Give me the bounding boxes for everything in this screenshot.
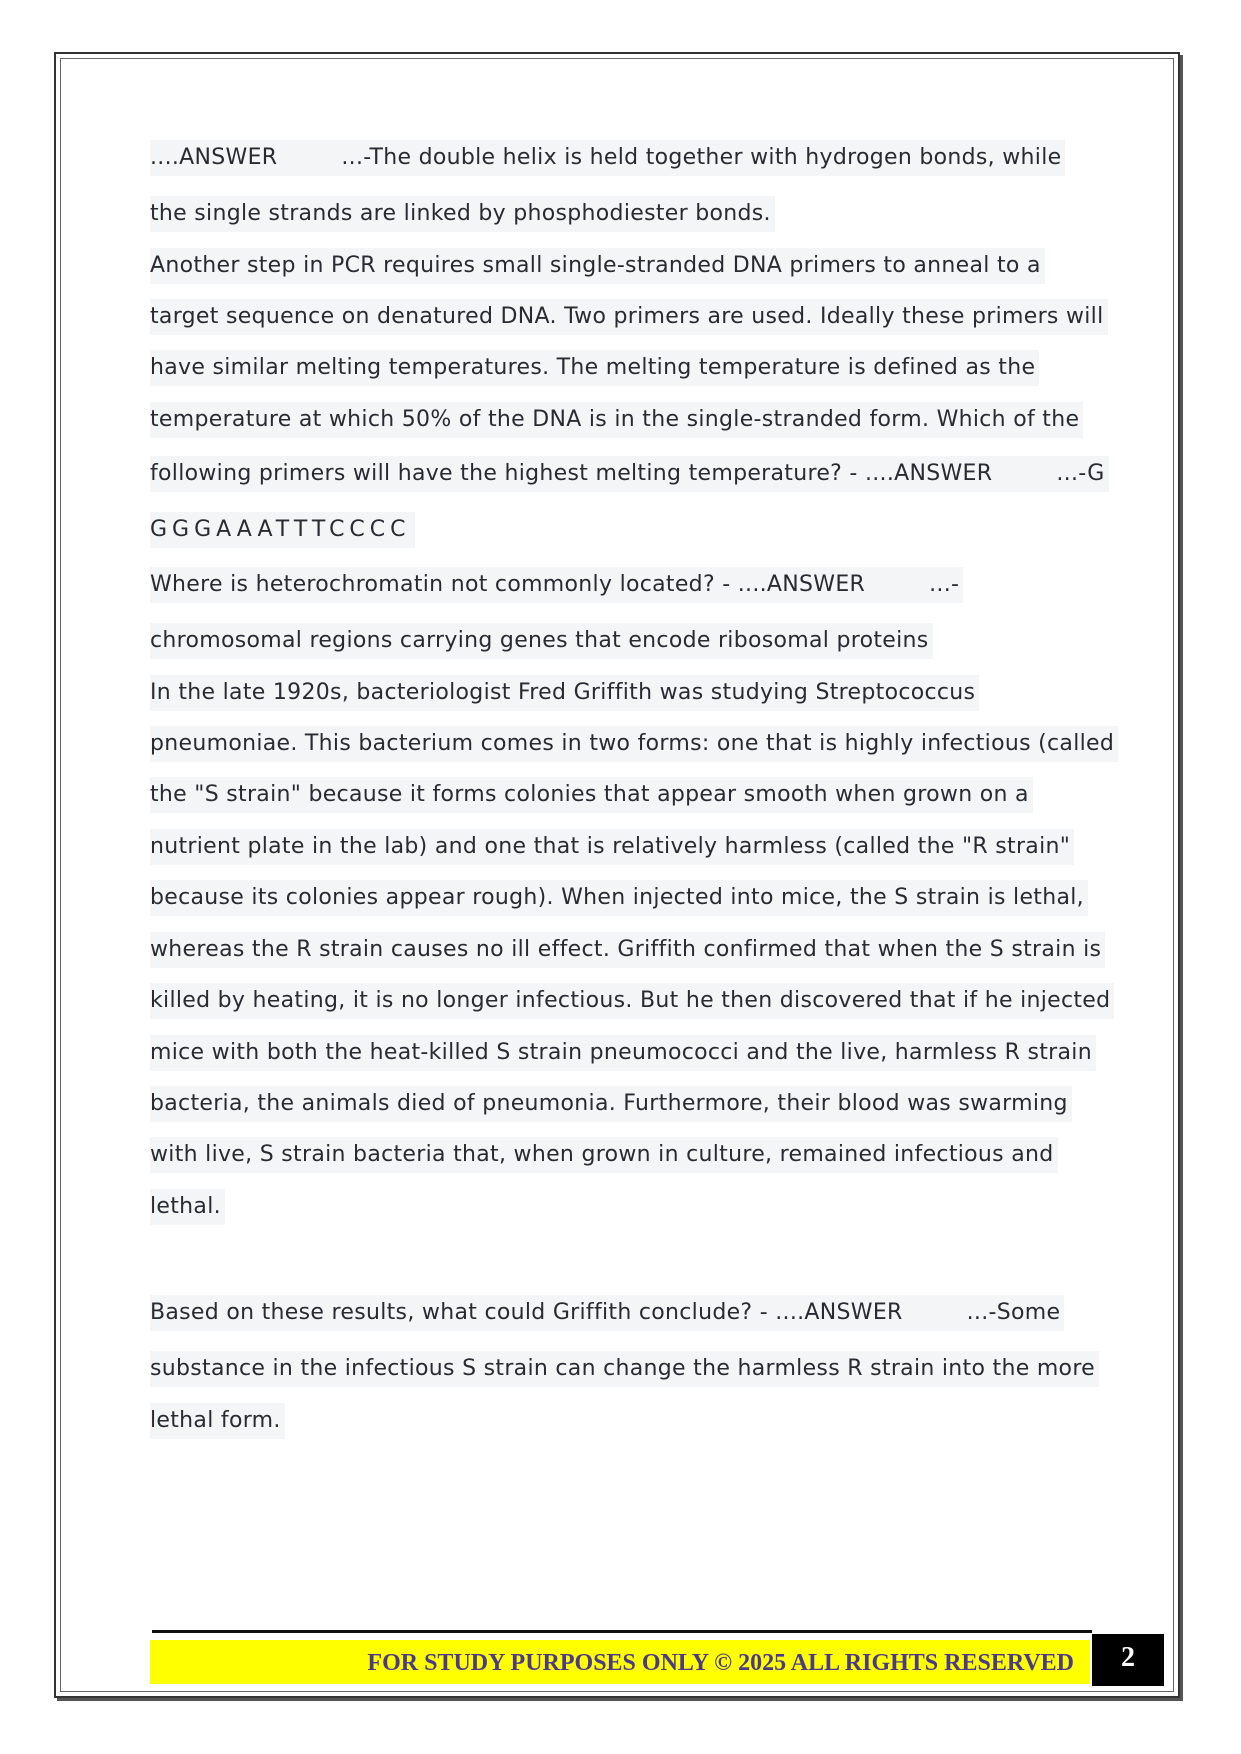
text-line-6: temperature at which 50% of the DNA is in the single-stranded form. Which of the [150,402,1083,438]
question-text: Where is heterochromatin not commonly located? - ....ANSWER [150,572,866,597]
question-text: following primers will have the highest melting temperature? - ....ANSWER [150,461,993,486]
text-line-3: Another step in PCR requires small single-stranded DNA primers to anneal to a [150,248,1045,284]
footer-notice: FOR STUDY PURPOSES ONLY © 2025 ALL RIGHTS RESERVED [150,1640,1090,1684]
text-line-22 [150,1295,1064,1331]
answer-text: ...-The double helix is held together with hydrogen bonds, while [341,145,1062,170]
text-line-1 [150,140,1065,176]
answer-text: ...-Some [966,1300,1061,1325]
text-line-12: pneumoniae. This bacterium comes in two forms: one that is highly infectious (called [150,726,1118,762]
text-line-2: the single strands are linked by phosphodiester bonds. [150,196,775,232]
text-line-11: In the late 1920s, bacteriologist Fred Griffith was studying Streptococcus [150,675,979,711]
text-line-16: whereas the R strain causes no ill effect. Griffith confirmed that when the S strain is [150,932,1105,968]
answer-text: ...-G [1056,461,1105,486]
question-text: Based on these results, what could Griffith conclude? - ....ANSWER [150,1300,903,1325]
answer-text: ...- [929,572,960,597]
text-line-19: bacteria, the animals died of pneumonia. Furthermore, their blood was swarming [150,1086,1072,1122]
text-line-15: because its colonies appear rough). When injected into mice, the S strain is lethal, [150,880,1088,916]
text-line-9 [150,567,963,603]
text-line-10: chromosomal regions carrying genes that encode ribosomal proteins [150,623,933,659]
text-line-24: lethal form. [150,1403,285,1439]
text-line-4: target sequence on denatured DNA. Two primers are used. Ideally these primers will [150,299,1108,335]
text-line-13: the "S strain" because it forms colonies that appear smooth when grown on a [150,777,1033,813]
text-line-18: mice with both the heat-killed S strain pneumococci and the live, harmless R strain [150,1035,1096,1071]
text-line-7 [150,456,1109,492]
text-line-20: with live, S strain bacteria that, when grown in culture, remained infectious and [150,1137,1058,1173]
text-line-8: GGGAAATTTCCCC [150,512,415,548]
text-line-21: lethal. [150,1189,225,1225]
text-line-17: killed by heating, it is no longer infectious. But he then discovered that if he injected [150,983,1114,1019]
text-line-23: substance in the infectious S strain can change the harmless R strain into the more [150,1351,1099,1387]
text-line-5: have similar melting temperatures. The melting temperature is defined as the [150,350,1039,386]
text-line-14: nutrient plate in the lab) and one that is relatively harmless (called the "R strain" [150,829,1074,865]
footer-rule [152,1630,1092,1633]
answer-label: ....ANSWER [150,145,278,170]
page-number: 2 [1092,1634,1164,1686]
